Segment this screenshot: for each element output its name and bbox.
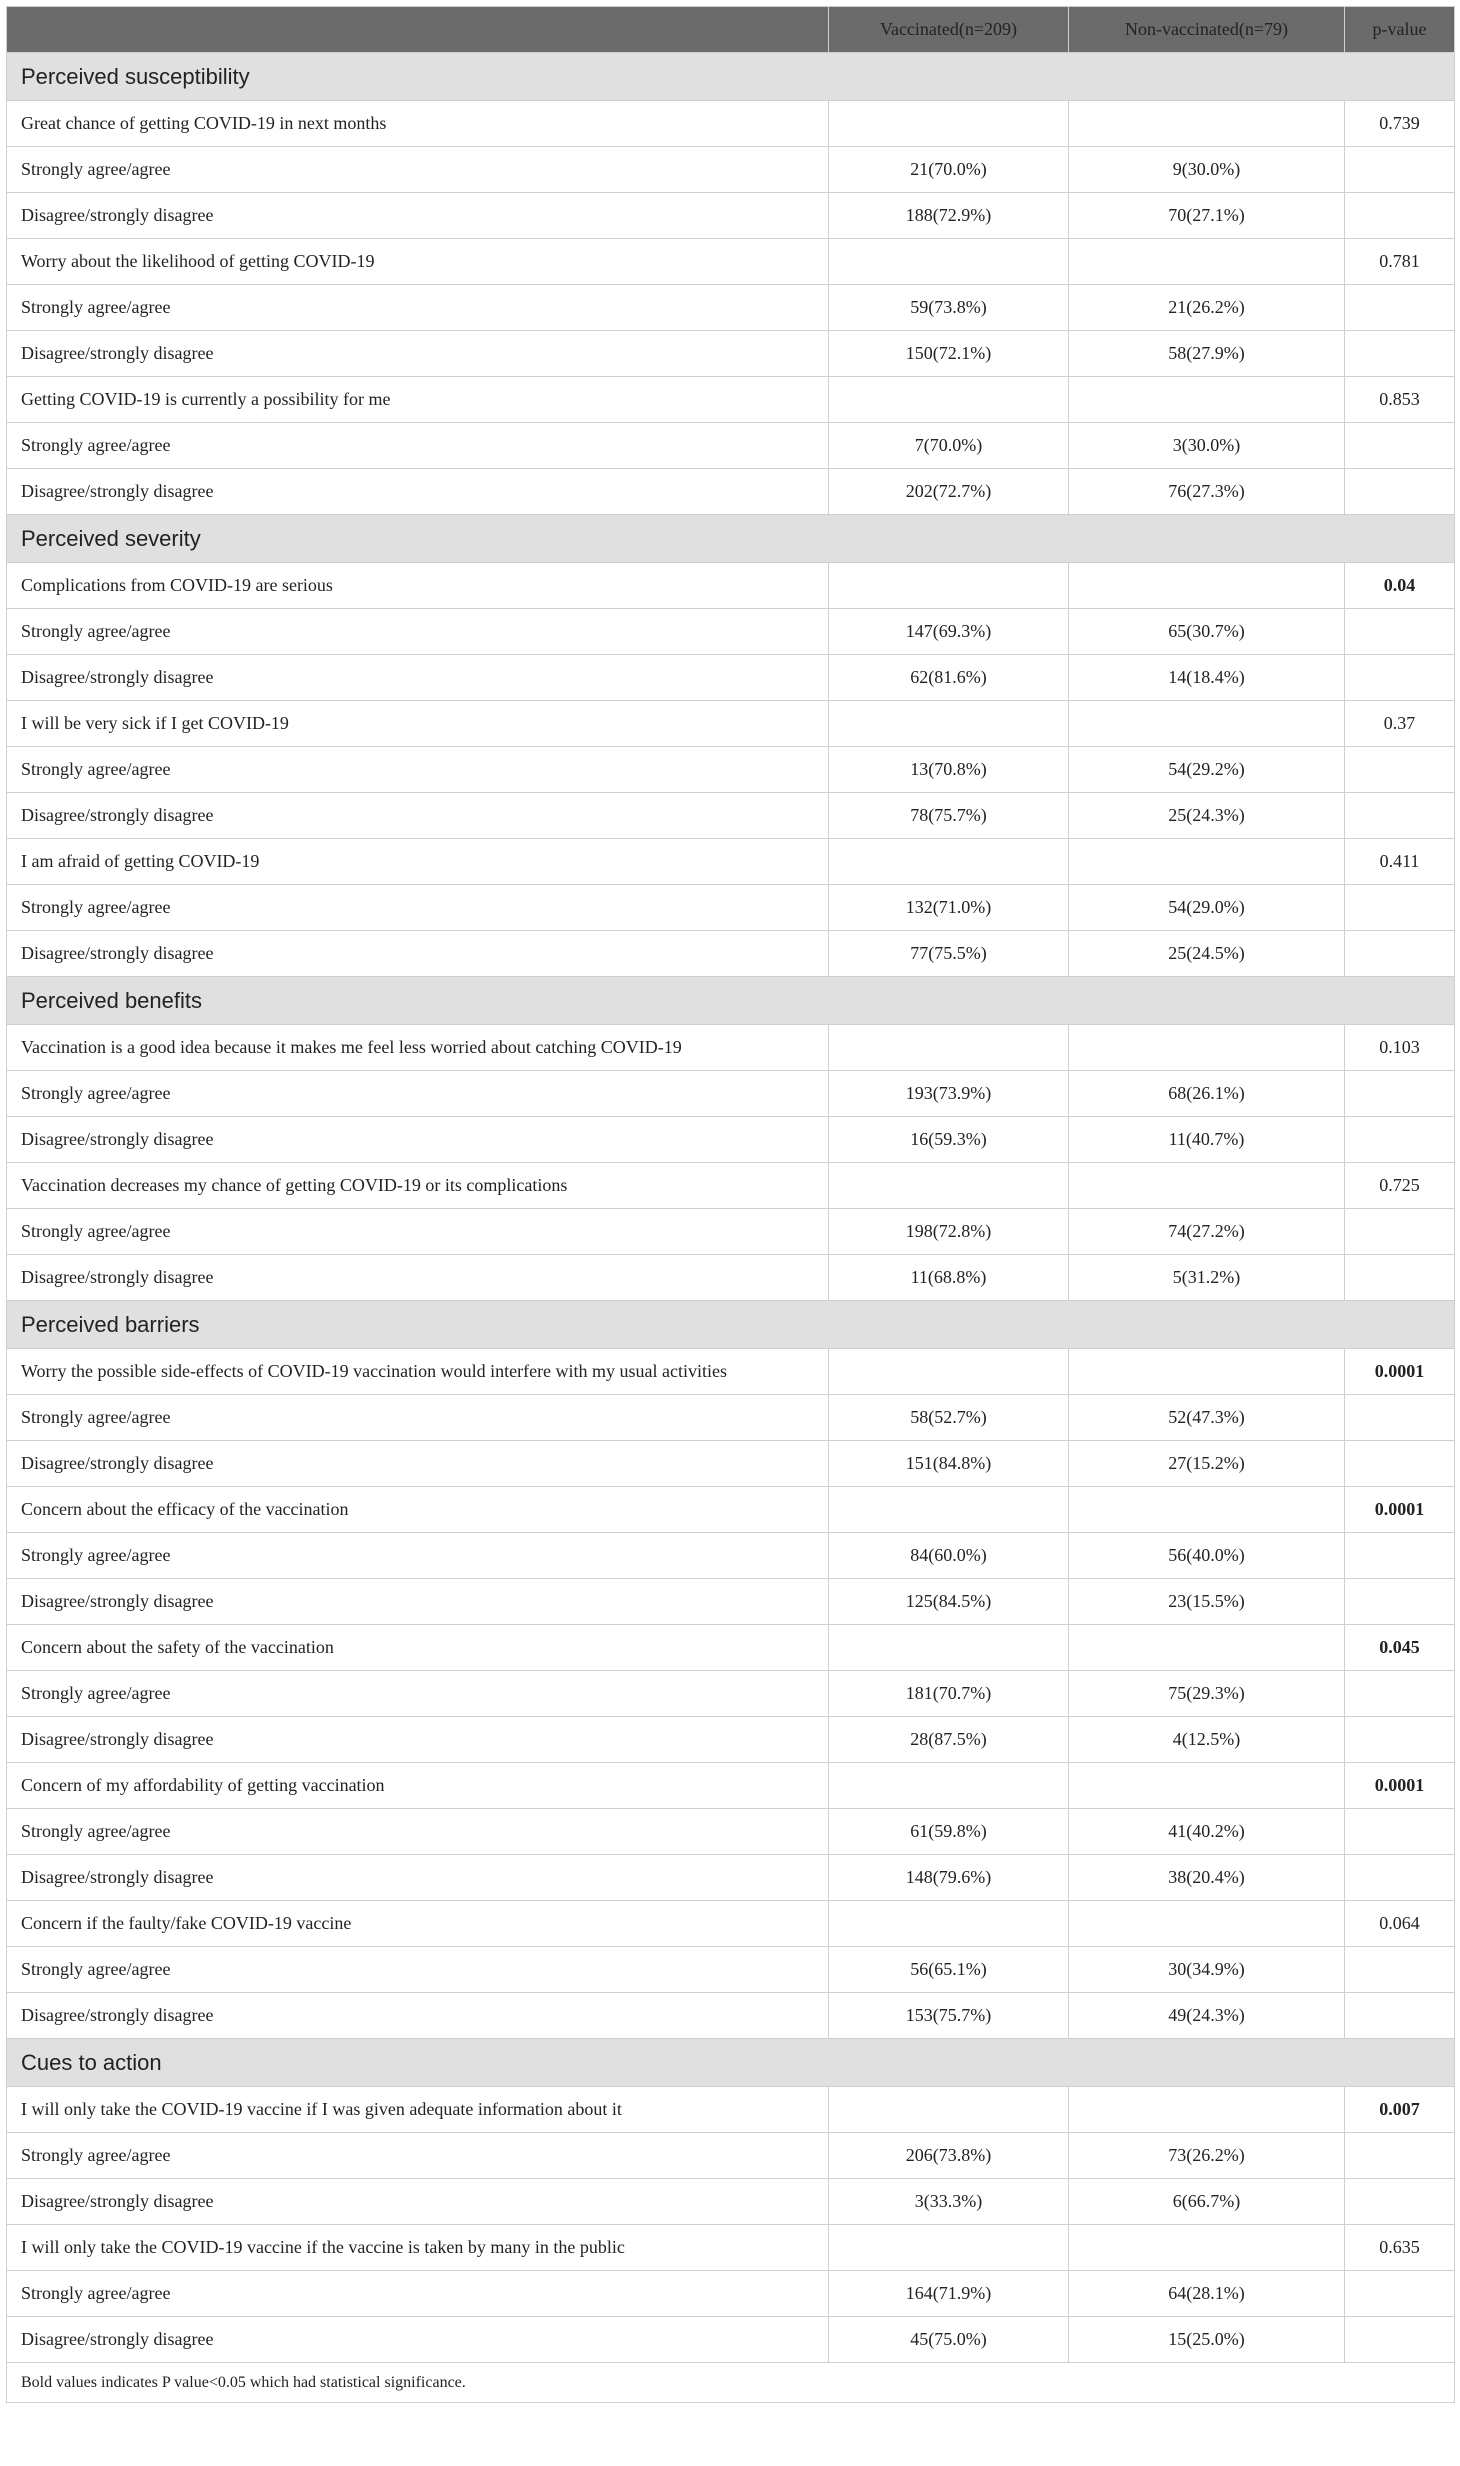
- response-row: [7, 423, 1455, 469]
- nonvaccinated-value: 68(26.1%): [1069, 1071, 1345, 1117]
- vaccinated-value: 84(60.0%): [829, 1533, 1069, 1579]
- vaccinated-value: 150(72.1%): [829, 331, 1069, 377]
- nonvaccinated-value: 25(24.5%): [1069, 931, 1345, 977]
- vaccinated-value: 28(87.5%): [829, 1717, 1069, 1763]
- question-text: Complications from COVID-19 are serious: [7, 563, 829, 609]
- question-vaccinated-empty: [829, 563, 1069, 609]
- nonvaccinated-value: 70(27.1%): [1069, 193, 1345, 239]
- p-value-empty: [1345, 885, 1455, 931]
- question-vaccinated-empty: [829, 1763, 1069, 1809]
- question-nonvaccinated-empty: [1069, 1163, 1345, 1209]
- nonvaccinated-value: 27(15.2%): [1069, 1441, 1345, 1487]
- vaccinated-value: 3(33.3%): [829, 2179, 1069, 2225]
- question-nonvaccinated-empty: [1069, 563, 1345, 609]
- p-value-empty: [1345, 931, 1455, 977]
- p-value-empty: [1345, 747, 1455, 793]
- question-vaccinated-empty: [829, 1487, 1069, 1533]
- p-value-empty: [1345, 2179, 1455, 2225]
- response-label: Strongly agree/agree: [7, 1071, 829, 1117]
- question-row: [7, 1487, 1455, 1533]
- vaccinated-value: 61(59.8%): [829, 1809, 1069, 1855]
- p-value-empty: [1345, 2317, 1455, 2363]
- response-row: [7, 1395, 1455, 1441]
- header-item: [7, 7, 829, 53]
- p-value-empty: [1345, 655, 1455, 701]
- question-vaccinated-empty: [829, 2225, 1069, 2271]
- question-vaccinated-empty: [829, 101, 1069, 147]
- response-row: [7, 1441, 1455, 1487]
- response-row: [7, 1671, 1455, 1717]
- section-title: Perceived benefits: [7, 977, 1455, 1025]
- nonvaccinated-value: 5(31.2%): [1069, 1255, 1345, 1301]
- response-label: Strongly agree/agree: [7, 285, 829, 331]
- header-vaccinated: Vaccinated(n=209): [829, 7, 1069, 53]
- vaccinated-value: 13(70.8%): [829, 747, 1069, 793]
- question-text: I am afraid of getting COVID-19: [7, 839, 829, 885]
- response-label: Disagree/strongly disagree: [7, 1441, 829, 1487]
- p-value: 0.007: [1345, 2087, 1455, 2133]
- nonvaccinated-value: 41(40.2%): [1069, 1809, 1345, 1855]
- vaccinated-value: 11(68.8%): [829, 1255, 1069, 1301]
- p-value: 0.103: [1345, 1025, 1455, 1071]
- nonvaccinated-value: 25(24.3%): [1069, 793, 1345, 839]
- response-label: Strongly agree/agree: [7, 1809, 829, 1855]
- p-value-empty: [1345, 1395, 1455, 1441]
- nonvaccinated-value: 75(29.3%): [1069, 1671, 1345, 1717]
- question-nonvaccinated-empty: [1069, 839, 1345, 885]
- response-label: Disagree/strongly disagree: [7, 1717, 829, 1763]
- vaccinated-value: 153(75.7%): [829, 1993, 1069, 2039]
- vaccinated-value: 56(65.1%): [829, 1947, 1069, 1993]
- response-row: [7, 193, 1455, 239]
- response-label: Disagree/strongly disagree: [7, 655, 829, 701]
- vaccinated-value: 147(69.3%): [829, 609, 1069, 655]
- question-text: Concern about the efficacy of the vaccination: [7, 1487, 829, 1533]
- section-row: [7, 2039, 1455, 2087]
- response-label: Disagree/strongly disagree: [7, 1117, 829, 1163]
- response-label: Strongly agree/agree: [7, 1947, 829, 1993]
- question-row: [7, 563, 1455, 609]
- response-label: Disagree/strongly disagree: [7, 193, 829, 239]
- section-title: Perceived susceptibility: [7, 53, 1455, 101]
- p-value-empty: [1345, 1255, 1455, 1301]
- response-row: [7, 1071, 1455, 1117]
- response-label: Disagree/strongly disagree: [7, 1993, 829, 2039]
- question-nonvaccinated-empty: [1069, 701, 1345, 747]
- question-nonvaccinated-empty: [1069, 1487, 1345, 1533]
- question-vaccinated-empty: [829, 239, 1069, 285]
- response-label: Disagree/strongly disagree: [7, 2179, 829, 2225]
- p-value-empty: [1345, 1441, 1455, 1487]
- question-nonvaccinated-empty: [1069, 1349, 1345, 1395]
- p-value-empty: [1345, 1717, 1455, 1763]
- response-label: Strongly agree/agree: [7, 2133, 829, 2179]
- section-title: Perceived barriers: [7, 1301, 1455, 1349]
- question-text: Great chance of getting COVID-19 in next months: [7, 101, 829, 147]
- nonvaccinated-value: 58(27.9%): [1069, 331, 1345, 377]
- p-value: 0.635: [1345, 2225, 1455, 2271]
- vaccinated-value: 188(72.9%): [829, 193, 1069, 239]
- response-label: Strongly agree/agree: [7, 1395, 829, 1441]
- nonvaccinated-value: 14(18.4%): [1069, 655, 1345, 701]
- p-value-empty: [1345, 1209, 1455, 1255]
- question-row: [7, 701, 1455, 747]
- vaccinated-value: 7(70.0%): [829, 423, 1069, 469]
- response-row: [7, 2179, 1455, 2225]
- question-text: Getting COVID-19 is currently a possibility for me: [7, 377, 829, 423]
- p-value-empty: [1345, 793, 1455, 839]
- question-row: [7, 1025, 1455, 1071]
- p-value-empty: [1345, 1993, 1455, 2039]
- response-row: [7, 147, 1455, 193]
- response-row: [7, 1117, 1455, 1163]
- question-row: [7, 101, 1455, 147]
- vaccinated-value: 45(75.0%): [829, 2317, 1069, 2363]
- p-value: 0.0001: [1345, 1487, 1455, 1533]
- response-label: Strongly agree/agree: [7, 1533, 829, 1579]
- response-row: [7, 285, 1455, 331]
- header-pvalue: p-value: [1345, 7, 1455, 53]
- nonvaccinated-value: 74(27.2%): [1069, 1209, 1345, 1255]
- p-value-empty: [1345, 1809, 1455, 1855]
- p-value-empty: [1345, 1117, 1455, 1163]
- p-value: 0.853: [1345, 377, 1455, 423]
- nonvaccinated-value: 73(26.2%): [1069, 2133, 1345, 2179]
- response-row: [7, 1533, 1455, 1579]
- section-row: [7, 515, 1455, 563]
- vaccinated-value: 62(81.6%): [829, 655, 1069, 701]
- question-row: [7, 1349, 1455, 1395]
- results-table: [6, 6, 1455, 2403]
- table-body: [7, 53, 1455, 2363]
- vaccinated-value: 206(73.8%): [829, 2133, 1069, 2179]
- vaccinated-value: 198(72.8%): [829, 1209, 1069, 1255]
- question-row: [7, 839, 1455, 885]
- nonvaccinated-value: 21(26.2%): [1069, 285, 1345, 331]
- nonvaccinated-value: 65(30.7%): [1069, 609, 1345, 655]
- nonvaccinated-value: 49(24.3%): [1069, 1993, 1345, 2039]
- response-row: [7, 2317, 1455, 2363]
- response-row: [7, 885, 1455, 931]
- response-row: [7, 609, 1455, 655]
- question-nonvaccinated-empty: [1069, 2225, 1345, 2271]
- vaccinated-value: 151(84.8%): [829, 1441, 1069, 1487]
- question-vaccinated-empty: [829, 701, 1069, 747]
- p-value-empty: [1345, 1947, 1455, 1993]
- response-row: [7, 793, 1455, 839]
- question-text: Concern of my affordability of getting vaccination: [7, 1763, 829, 1809]
- question-text: Worry about the likelihood of getting COVID-19: [7, 239, 829, 285]
- response-row: [7, 1947, 1455, 1993]
- nonvaccinated-value: 54(29.2%): [1069, 747, 1345, 793]
- question-nonvaccinated-empty: [1069, 1625, 1345, 1671]
- p-value-empty: [1345, 193, 1455, 239]
- response-label: Disagree/strongly disagree: [7, 931, 829, 977]
- nonvaccinated-value: 76(27.3%): [1069, 469, 1345, 515]
- p-value-empty: [1345, 1533, 1455, 1579]
- p-value: 0.739: [1345, 101, 1455, 147]
- response-label: Strongly agree/agree: [7, 2271, 829, 2317]
- response-row: [7, 747, 1455, 793]
- p-value: 0.04: [1345, 563, 1455, 609]
- question-nonvaccinated-empty: [1069, 377, 1345, 423]
- question-row: [7, 1625, 1455, 1671]
- question-vaccinated-empty: [829, 1349, 1069, 1395]
- response-row: [7, 469, 1455, 515]
- response-label: Disagree/strongly disagree: [7, 469, 829, 515]
- question-nonvaccinated-empty: [1069, 2087, 1345, 2133]
- response-row: [7, 1855, 1455, 1901]
- question-vaccinated-empty: [829, 839, 1069, 885]
- vaccinated-value: 59(73.8%): [829, 285, 1069, 331]
- response-label: Strongly agree/agree: [7, 885, 829, 931]
- response-label: Disagree/strongly disagree: [7, 331, 829, 377]
- question-row: [7, 1763, 1455, 1809]
- response-row: [7, 1209, 1455, 1255]
- question-nonvaccinated-empty: [1069, 1901, 1345, 1947]
- question-vaccinated-empty: [829, 1625, 1069, 1671]
- question-vaccinated-empty: [829, 1901, 1069, 1947]
- question-nonvaccinated-empty: [1069, 239, 1345, 285]
- vaccinated-value: 164(71.9%): [829, 2271, 1069, 2317]
- response-row: [7, 1255, 1455, 1301]
- vaccinated-value: 125(84.5%): [829, 1579, 1069, 1625]
- question-row: [7, 239, 1455, 285]
- response-label: Strongly agree/agree: [7, 747, 829, 793]
- response-row: [7, 331, 1455, 377]
- footnote: Bold values indicates P value<0.05 which had statistical significance.: [7, 2363, 1455, 2403]
- question-text: I will only take the COVID-19 vaccine if the vaccine is taken by many in the public: [7, 2225, 829, 2271]
- response-row: [7, 1809, 1455, 1855]
- vaccinated-value: 58(52.7%): [829, 1395, 1069, 1441]
- p-value-empty: [1345, 1855, 1455, 1901]
- question-text: Concern about the safety of the vaccination: [7, 1625, 829, 1671]
- question-row: [7, 1163, 1455, 1209]
- p-value-empty: [1345, 1071, 1455, 1117]
- vaccinated-value: 132(71.0%): [829, 885, 1069, 931]
- nonvaccinated-value: 38(20.4%): [1069, 1855, 1345, 1901]
- question-vaccinated-empty: [829, 1163, 1069, 1209]
- nonvaccinated-value: 30(34.9%): [1069, 1947, 1345, 1993]
- response-row: [7, 655, 1455, 701]
- question-text: Worry the possible side-effects of COVID-19 vaccination would interfere with my usual activities: [7, 1349, 829, 1395]
- response-row: [7, 1993, 1455, 2039]
- nonvaccinated-value: 15(25.0%): [1069, 2317, 1345, 2363]
- p-value-empty: [1345, 2271, 1455, 2317]
- response-label: Disagree/strongly disagree: [7, 1579, 829, 1625]
- section-title: Perceived severity: [7, 515, 1455, 563]
- question-row: [7, 2087, 1455, 2133]
- p-value: 0.37: [1345, 701, 1455, 747]
- response-label: Strongly agree/agree: [7, 609, 829, 655]
- response-label: Strongly agree/agree: [7, 147, 829, 193]
- response-row: [7, 1717, 1455, 1763]
- p-value-empty: [1345, 2133, 1455, 2179]
- p-value-empty: [1345, 609, 1455, 655]
- nonvaccinated-value: 52(47.3%): [1069, 1395, 1345, 1441]
- nonvaccinated-value: 54(29.0%): [1069, 885, 1345, 931]
- question-text: I will only take the COVID-19 vaccine if I was given adequate information about it: [7, 2087, 829, 2133]
- response-label: Strongly agree/agree: [7, 423, 829, 469]
- response-label: Strongly agree/agree: [7, 1209, 829, 1255]
- question-vaccinated-empty: [829, 1025, 1069, 1071]
- section-row: [7, 53, 1455, 101]
- p-value: 0.0001: [1345, 1349, 1455, 1395]
- p-value-empty: [1345, 469, 1455, 515]
- question-vaccinated-empty: [829, 2087, 1069, 2133]
- p-value: 0.725: [1345, 1163, 1455, 1209]
- vaccinated-value: 202(72.7%): [829, 469, 1069, 515]
- p-value: 0.064: [1345, 1901, 1455, 1947]
- p-value: 0.411: [1345, 839, 1455, 885]
- response-label: Strongly agree/agree: [7, 1671, 829, 1717]
- p-value: 0.781: [1345, 239, 1455, 285]
- question-text: Concern if the faulty/fake COVID-19 vaccine: [7, 1901, 829, 1947]
- header-row: [7, 7, 1455, 53]
- vaccinated-value: 181(70.7%): [829, 1671, 1069, 1717]
- question-text: I will be very sick if I get COVID-19: [7, 701, 829, 747]
- p-value: 0.045: [1345, 1625, 1455, 1671]
- vaccinated-value: 16(59.3%): [829, 1117, 1069, 1163]
- p-value-empty: [1345, 285, 1455, 331]
- question-nonvaccinated-empty: [1069, 1025, 1345, 1071]
- vaccinated-value: 78(75.7%): [829, 793, 1069, 839]
- response-row: [7, 2133, 1455, 2179]
- response-row: [7, 931, 1455, 977]
- nonvaccinated-value: 4(12.5%): [1069, 1717, 1345, 1763]
- vaccinated-value: 193(73.9%): [829, 1071, 1069, 1117]
- vaccinated-value: 77(75.5%): [829, 931, 1069, 977]
- response-label: Disagree/strongly disagree: [7, 2317, 829, 2363]
- header-nonvaccinated: Non-vaccinated(n=79): [1069, 7, 1345, 53]
- question-row: [7, 1901, 1455, 1947]
- p-value-empty: [1345, 331, 1455, 377]
- nonvaccinated-value: 23(15.5%): [1069, 1579, 1345, 1625]
- response-label: Disagree/strongly disagree: [7, 1855, 829, 1901]
- response-label: Disagree/strongly disagree: [7, 793, 829, 839]
- nonvaccinated-value: 11(40.7%): [1069, 1117, 1345, 1163]
- question-nonvaccinated-empty: [1069, 101, 1345, 147]
- question-row: [7, 2225, 1455, 2271]
- question-text: Vaccination is a good idea because it makes me feel less worried about catching COVID-19: [7, 1025, 829, 1071]
- nonvaccinated-value: 3(30.0%): [1069, 423, 1345, 469]
- p-value: 0.0001: [1345, 1763, 1455, 1809]
- question-text: Vaccination decreases my chance of getting COVID-19 or its complications: [7, 1163, 829, 1209]
- nonvaccinated-value: 6(66.7%): [1069, 2179, 1345, 2225]
- vaccinated-value: 21(70.0%): [829, 147, 1069, 193]
- footnote-row: [7, 2363, 1455, 2403]
- question-row: [7, 377, 1455, 423]
- response-row: [7, 2271, 1455, 2317]
- section-title: Cues to action: [7, 2039, 1455, 2087]
- question-vaccinated-empty: [829, 377, 1069, 423]
- response-row: [7, 1579, 1455, 1625]
- nonvaccinated-value: 64(28.1%): [1069, 2271, 1345, 2317]
- p-value-empty: [1345, 1579, 1455, 1625]
- vaccinated-value: 148(79.6%): [829, 1855, 1069, 1901]
- nonvaccinated-value: 56(40.0%): [1069, 1533, 1345, 1579]
- p-value-empty: [1345, 147, 1455, 193]
- p-value-empty: [1345, 1671, 1455, 1717]
- question-nonvaccinated-empty: [1069, 1763, 1345, 1809]
- section-row: [7, 977, 1455, 1025]
- section-row: [7, 1301, 1455, 1349]
- nonvaccinated-value: 9(30.0%): [1069, 147, 1345, 193]
- response-label: Disagree/strongly disagree: [7, 1255, 829, 1301]
- p-value-empty: [1345, 423, 1455, 469]
